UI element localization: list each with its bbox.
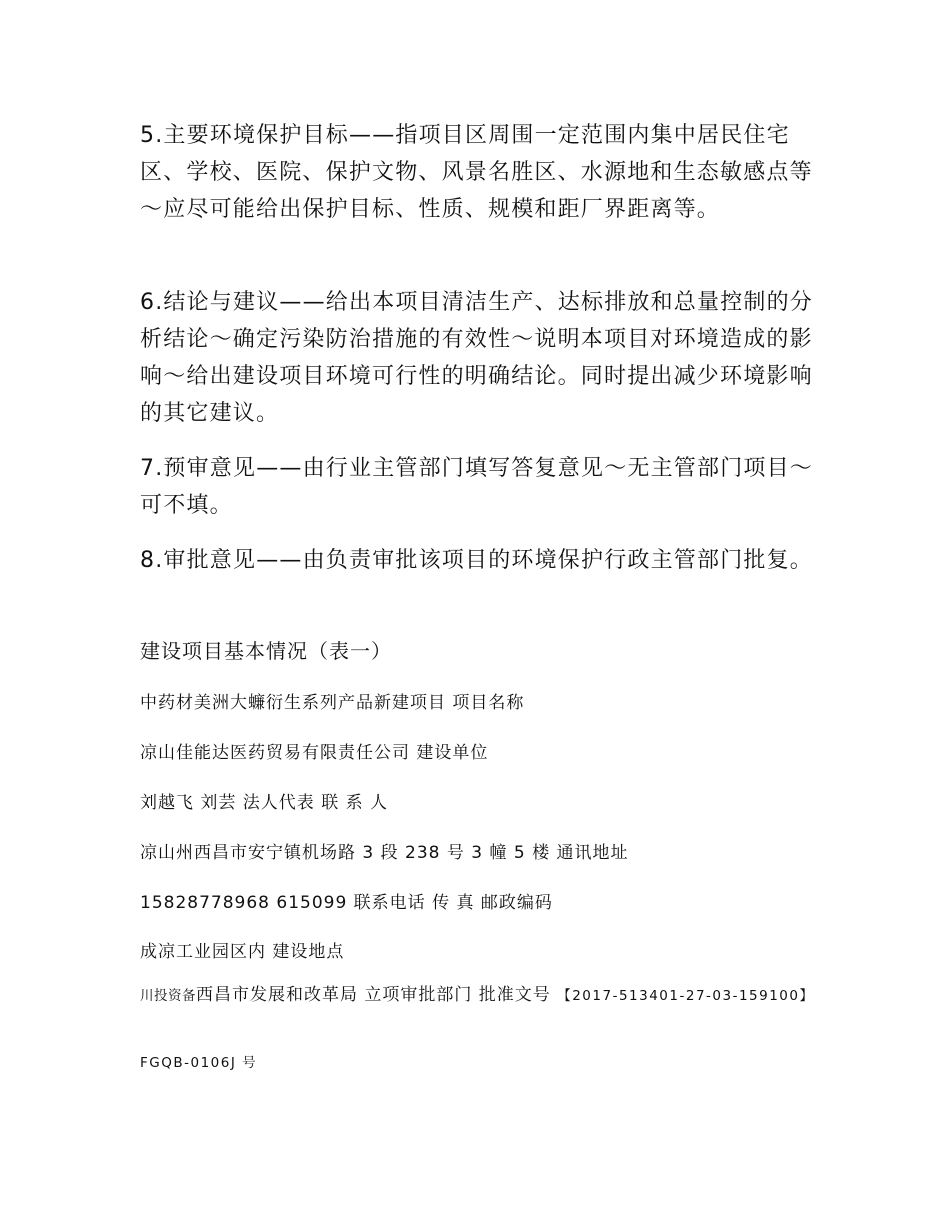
row-phone: 15828778968 615099 联系电话 传 真 邮政编码 [140, 893, 553, 913]
paragraph-item-6: 6.结论与建议——给出本项目清洁生产、达标排放和总量控制的分析结论～确定污染防治措施的有效性～说明本项目对环境造成的影响～给出建设项目环境可行性的明确结论。同时提出减少环境影响的其它建议。 [140, 290, 813, 426]
approval-number: 【2017-513401-27-03-159100】 [557, 988, 815, 1004]
row-project-name: 中药材美洲大蠊衍生系列产品新建项目 项目名称 [140, 693, 525, 713]
table-title: 建设项目基本情况（表一） [140, 639, 392, 663]
row-address: 凉山州西昌市安宁镇机场路 3 段 238 号 3 幢 5 楼 通讯地址 [140, 843, 629, 863]
paragraph-item-7: 7.预审意见——由行业主管部门填写答复意见～无主管部门项目～可不填。 [140, 456, 813, 518]
paragraph-item-5: 5.主要环境保护目标——指项目区周围一定范围内集中居民住宅区、学校、医院、保护文物、风景名胜区、水源地和生态敏感点等～应尽可能给出保护目标、性质、规模和距厂界距离等。 [140, 123, 813, 222]
approval-main: 西昌市发展和改革局 立项审批部门 批准文号 [196, 985, 558, 1005]
approval-suffix: FGQB-0106J 号 [140, 1055, 258, 1071]
row-location: 成凉工业园区内 建设地点 [140, 942, 345, 962]
row-approval [140, 983, 820, 1008]
row-construction-unit: 凉山佳能达医药贸易有限责任公司 建设单位 [140, 743, 489, 763]
approval-prefix: 川投资备 [140, 988, 196, 1004]
paragraph-item-8: 8.审批意见——由负责审批该项目的环境保护行政主管部门批复。 [140, 548, 813, 573]
row-legal-representative: 刘越飞 刘芸 法人代表 联 系 人 [140, 793, 389, 813]
